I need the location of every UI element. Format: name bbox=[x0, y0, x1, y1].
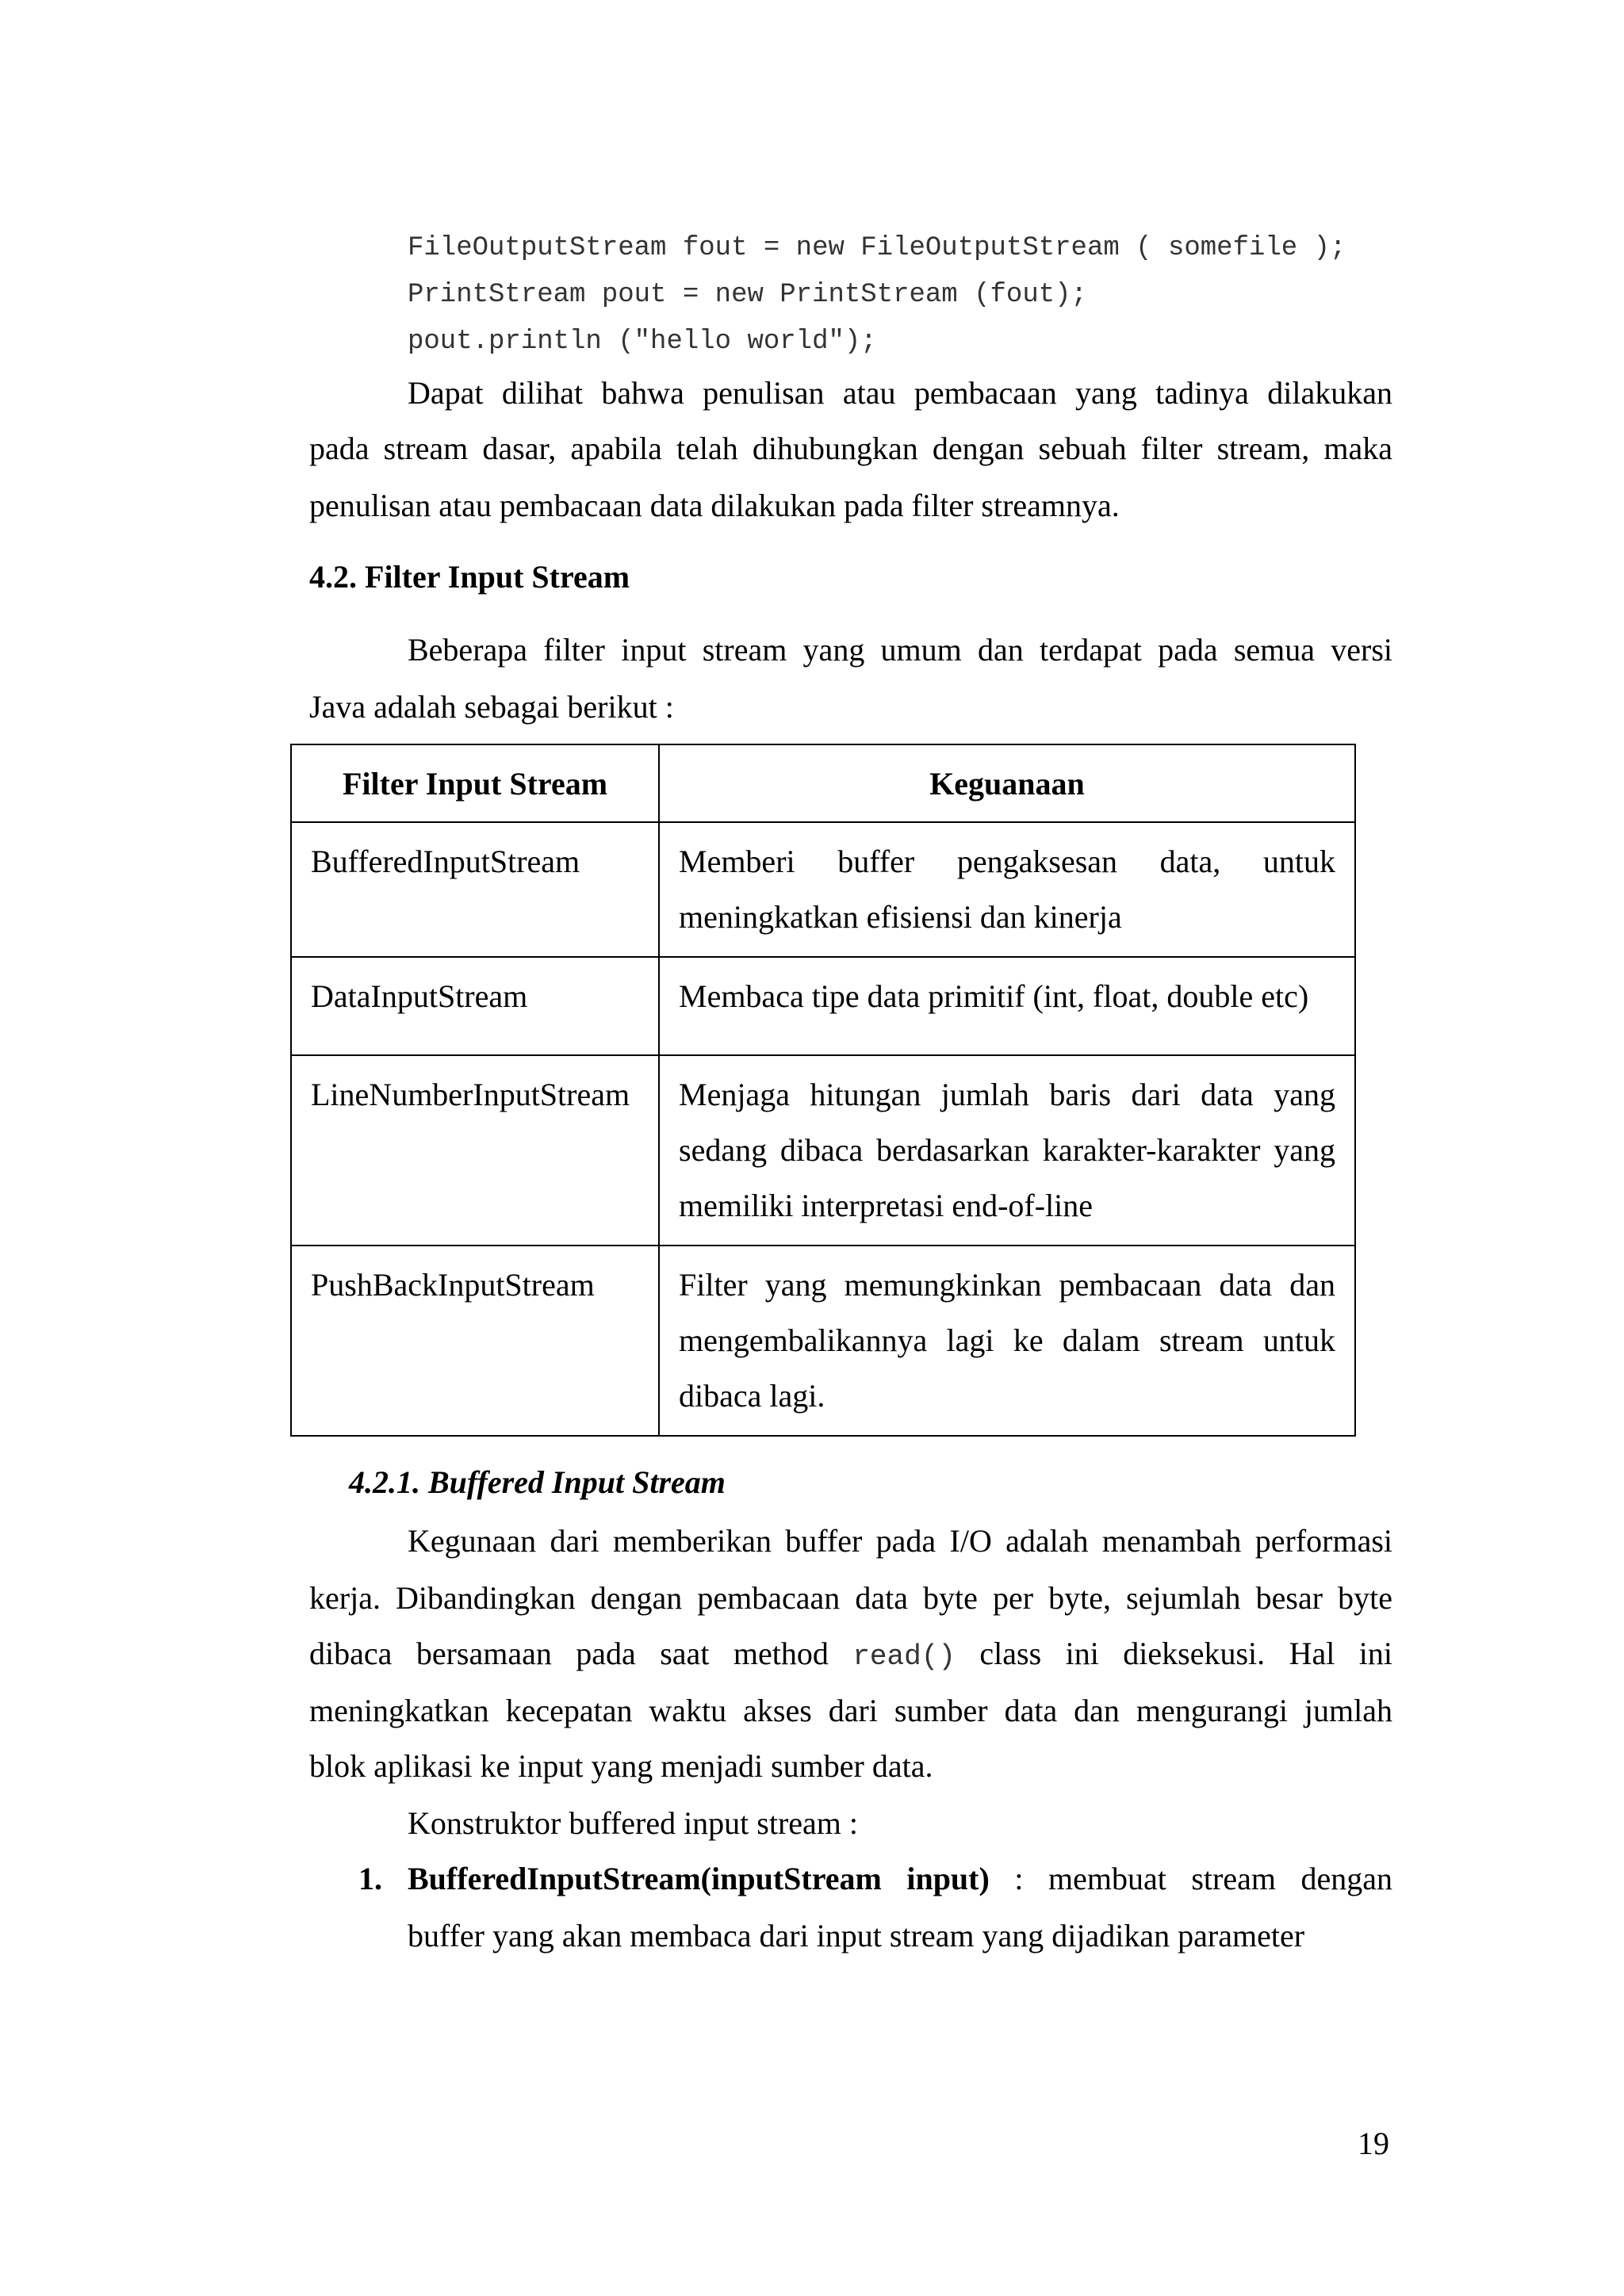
stream-name-cell: LineNumberInputStream bbox=[291, 1055, 659, 1246]
code-line: PrintStream pout = new PrintStream (fout); bbox=[408, 280, 1087, 310]
page-number: 19 bbox=[1358, 2126, 1389, 2161]
description-line: meningkatkan efisiensi dan kinerja bbox=[679, 899, 1122, 935]
table-header-row bbox=[291, 744, 1355, 822]
stream-description-cell bbox=[659, 957, 1355, 1055]
paragraph-line: Dapat dilihat bahwa penulisan atau pembacaan yang tadinya dilakukan bbox=[408, 375, 1392, 411]
list-item-line: buffer yang akan membaca dari input stream yang dijadikan parameter bbox=[408, 1918, 1305, 1954]
description-line: dibaca lagi. bbox=[679, 1378, 825, 1414]
description-line: Filter yang memungkinkan pembacaan data dan bbox=[679, 1267, 1335, 1303]
column-header: Filter Input Stream bbox=[291, 744, 659, 822]
paragraph-line: penulisan atau pembacaan data dilakukan pada filter streamnya. bbox=[309, 488, 1120, 523]
column-header: Keguanaan bbox=[659, 744, 1355, 822]
description-line: sedang dibaca berdasarkan karakter-karakter yang bbox=[679, 1132, 1335, 1168]
paragraph-line: Java adalah sebagai berikut : bbox=[309, 689, 674, 725]
table-row bbox=[291, 1055, 1355, 1246]
paragraph-line: meningkatkan kecepatan waktu akses dari sumber data dan mengurangi jumlah bbox=[309, 1693, 1392, 1728]
section-heading: 4.2. Filter Input Stream bbox=[309, 559, 630, 595]
stream-description-cell bbox=[659, 1055, 1355, 1246]
stream-name-cell: BufferedInputStream bbox=[291, 822, 659, 957]
list-item-number: 1. bbox=[358, 1861, 382, 1896]
description-line: Menjaga hitungan jumlah baris dari data yang bbox=[679, 1077, 1335, 1112]
stream-name-cell: PushBackInputStream bbox=[291, 1246, 659, 1436]
constructor-signature: BufferedInputStream(inputStream input) bbox=[408, 1861, 990, 1896]
text-span: class ini dieksekusi. Hal ini bbox=[979, 1636, 1393, 1671]
paragraph-line: pada stream dasar, apabila telah dihubungkan dengan sebuah filter stream, maka bbox=[309, 430, 1392, 466]
stream-description-cell bbox=[659, 1246, 1355, 1436]
paragraph-line: Kegunaan dari memberikan buffer pada I/O adalah menambah performasi bbox=[408, 1523, 1392, 1559]
list-item-line bbox=[408, 1863, 1392, 1895]
stream-name-cell: DataInputStream bbox=[291, 957, 659, 1055]
code-span: read() bbox=[852, 1640, 956, 1673]
paragraph-line: Beberapa filter input stream yang umum dan terdapat pada semua versi bbox=[408, 632, 1392, 668]
text-span: : membuat stream dengan bbox=[1014, 1861, 1393, 1896]
stream-description-cell bbox=[659, 822, 1355, 957]
description-line: mengembalikannya lagi ke dalam stream untuk bbox=[679, 1322, 1335, 1358]
text-span: dibaca bersamaan pada saat method bbox=[309, 1636, 829, 1671]
description-line: Membaca tipe data primitif (int, float, double etc) bbox=[679, 978, 1309, 1014]
paragraph-line: Konstruktor buffered input stream : bbox=[408, 1805, 859, 1841]
table-row bbox=[291, 957, 1355, 1055]
description-line: Memberi buffer pengaksesan data, untuk bbox=[679, 844, 1335, 879]
description-line: memiliki interpretasi end-of-line bbox=[679, 1188, 1094, 1223]
filter-input-stream-table bbox=[290, 744, 1356, 1437]
table-row bbox=[291, 822, 1355, 957]
code-line: FileOutputStream fout = new FileOutputStream ( somefile ); bbox=[408, 233, 1346, 263]
table-row bbox=[291, 1246, 1355, 1436]
subsection-heading: 4.2.1. Buffered Input Stream bbox=[349, 1464, 726, 1500]
paragraph-line bbox=[309, 1638, 1392, 1671]
code-line: pout.println ("hello world"); bbox=[408, 327, 877, 357]
paragraph-line: kerja. Dibandingkan dengan pembacaan data byte per byte, sejumlah besar byte bbox=[309, 1580, 1392, 1616]
paragraph-line: blok aplikasi ke input yang menjadi sumber data. bbox=[309, 1748, 933, 1784]
